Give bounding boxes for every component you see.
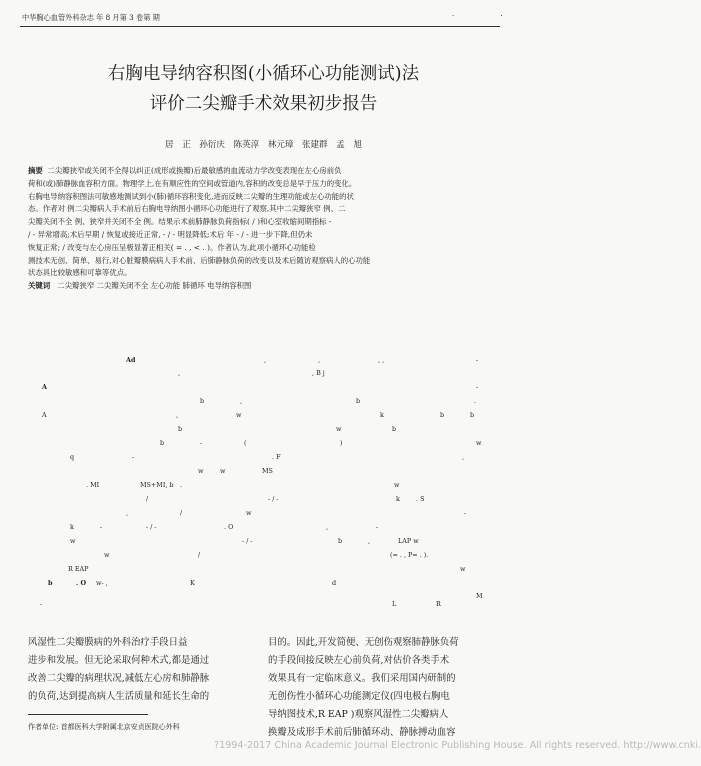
english-abstract-fragment: w [336, 425, 342, 433]
english-abstract-fragment: MS [262, 467, 273, 475]
english-abstract-fragment: ( [244, 439, 247, 447]
english-abstract-fragment: b [470, 411, 475, 419]
body-left-line: 风湿性二尖瓣膜病的外科治疗手段日益 [28, 637, 188, 648]
abstract-text: 二尖瓣狭窄或关闭不全得以纠正(成形或换瓣)后最敏感的血流动力学改变表现在左心房前负 [47, 166, 342, 175]
english-abstract-fragment: , , [378, 356, 385, 364]
english-abstract-fragment: , [368, 537, 371, 545]
header-marks: · · [452, 12, 525, 20]
abstract-heading: 摘要 [28, 166, 43, 175]
body-right-line: 效果具有一定临床意义。我们采用国内研制的 [268, 673, 456, 684]
english-abstract-fragment: , [264, 356, 267, 364]
english-abstract-fragment: , [176, 411, 179, 419]
english-abstract-fragment: k [396, 495, 400, 503]
english-abstract-fragment: b [178, 425, 183, 433]
english-abstract-fragment: q [70, 453, 75, 461]
article-title-line-2: 评价二尖瓣手术效果初步报告 [149, 94, 378, 114]
english-abstract-fragment: L [392, 600, 397, 608]
running-header: 中华胸心血管外科杂志 年 8 月第 3 卷第 期 [22, 13, 160, 22]
body-right-line: 无创伤性小循环心功能测定仪(四电极右胸电 [268, 691, 450, 702]
english-abstract-fragment: - / - [268, 495, 279, 503]
english-abstract-fragment: ) [340, 439, 343, 447]
abstract-line-6: / - 异常增高;术后早期 / 恢复或接近正常, - / - 明显降低;术后 年 - / - 进一步下降,但仍未 [28, 229, 313, 239]
english-abstract-fragment: , [318, 356, 321, 364]
english-abstract-fragment: , [240, 397, 243, 405]
english-abstract-fragment: - [200, 439, 203, 447]
english-abstract-fragment: M [476, 592, 483, 600]
body-left-line: 进步和发展。但无论采取何种术式,都是通过 [28, 655, 210, 666]
english-abstract-fragment: - [476, 356, 479, 364]
english-abstract-fragment: , [462, 453, 465, 461]
body-right-line: 的手段间接反映左心前负荷,对估价各类手术 [268, 655, 450, 666]
english-abstract-fragment: / [198, 551, 201, 559]
english-abstract-fragment: - / - [146, 523, 157, 531]
abstract-line-9: 状态具比较敏感和可靠等优点。 [28, 268, 132, 278]
body-column-left [28, 634, 252, 706]
english-abstract-fragment: . O [76, 579, 87, 587]
english-abstract-fragment: . MI [86, 481, 100, 489]
english-abstract-fragment: / [180, 509, 183, 517]
english-abstract-fragment: , [178, 369, 181, 377]
english-abstract-fragment: / [146, 495, 149, 503]
english-abstract-fragment: w [220, 467, 226, 475]
english-abstract-fragment: , B j [312, 369, 325, 377]
english-abstract-fragment: w [460, 565, 466, 573]
english-abstract-fragment: w- , [96, 579, 108, 587]
english-abstract-fragment: K [190, 579, 195, 587]
copyright-watermark: ?1994-2017 China Academic Journal Electronic Publishing House. All rights reserved. http://www.cnki. [214, 740, 701, 751]
english-abstract-fragment: A [42, 411, 47, 419]
english-abstract-fragment: k [70, 523, 74, 531]
english-abstract-fragment: R EAP [68, 565, 89, 573]
english-abstract-fragment: - [464, 509, 467, 517]
abstract-line-7: 恢复正常; / 改变与左心房压呈极显著正相关( = . , < . )。作者认为,此项小循环心功能检 [28, 242, 316, 252]
english-abstract-fragment: w [104, 551, 110, 559]
author-affiliation: 作者单位: 首都医科大学附属北京安贞医院心外科 [28, 723, 180, 731]
english-abstract-fragment: - [476, 383, 479, 391]
english-abstract-fragment: w [476, 439, 482, 447]
body-right-line: 换瓣及成形手术前后肺循环动、静脉搏动血容 [268, 727, 456, 738]
abstract-line-8: 测技术无创、简单、易行,对心脏瓣膜病病人手术前、后肺静脉负荷的改变以及术后随访观察病人的心功能 [28, 255, 371, 265]
english-abstract-fragment: , [326, 523, 329, 531]
english-abstract-fragment: w [236, 411, 242, 419]
english-abstract-fragment: - [100, 523, 103, 531]
english-abstract-fragment: b [48, 579, 53, 587]
english-abstract-fragment: k [380, 411, 384, 419]
english-abstract-fragment: R [436, 600, 441, 608]
english-abstract-fragment: . S [416, 495, 425, 503]
english-abstract-fragment: w [70, 537, 76, 545]
english-abstract-fragment: . [474, 397, 477, 405]
body-right-line: 导纳图技术,R EAP )观察风湿性二尖瓣病人 [268, 709, 449, 720]
article-title-line-1: 右胸电导纳容积图(小循环心功能测试)法 [107, 64, 420, 84]
english-abstract-fragment: b [160, 439, 165, 447]
english-abstract-fragment: b [338, 537, 343, 545]
english-abstract-fragment: w [394, 481, 400, 489]
english-abstract-fragment: A [42, 383, 47, 391]
english-abstract-fragment: . F [272, 453, 281, 461]
english-abstract-fragment: LAP w [398, 537, 419, 545]
keywords-text: 二尖瓣狭窄 二尖瓣关闭不全 左心功能 肺循环 电导纳容积图 [57, 281, 252, 291]
english-abstract-fragment: . [180, 481, 183, 489]
body-column-right [268, 634, 503, 742]
abstract-line-3: 右胸电导纳容积图法可敏感地测试到小(肺)循环容积变化,进而反映二尖瓣的生理功能或左心功能的状 [28, 191, 354, 201]
english-abstract-fragment: b [440, 411, 445, 419]
english-abstract-fragment: - [132, 453, 135, 461]
english-abstract-fragment: b [392, 425, 397, 433]
body-left-line: 改善二尖瓣的病理状况,减低左心房和肺静脉 [28, 673, 210, 684]
keywords-heading: 关键词 [28, 281, 51, 291]
abstract-line-2: 荷和(或)肺静脉血容积方面。物理学上,在有顺应性的空间或管道内,容积的改变总是早于压力的变化。 [28, 178, 357, 188]
abstract-line-5: 尖瓣关闭不全 例、狭窄并关闭不全 例。结果示术前肺静脉负荷指标( / )和心室收缩间期指标 - [28, 217, 332, 227]
english-abstract-fragment: MS+MI, b [140, 481, 174, 489]
author-list: 居 正 孙衍庆 陈英淳 林元璋 张建群 孟 旭 [165, 140, 362, 150]
abstract-line-4: 态。作者对 例二尖瓣病人手术前后右胸电导纳图小循环心功能进行了观察,其中二尖瓣狭窄 例、二 [28, 204, 346, 214]
body-left-line: 的负荷,达到提高病人生活质量和延长生命的 [28, 691, 210, 702]
english-abstract-fragment: - [40, 600, 43, 608]
english-abstract-fragment: . O [224, 523, 234, 531]
english-abstract-fragment: - / - [242, 537, 253, 545]
english-abstract-fragment: Ad [126, 356, 136, 364]
english-abstract-fragment: - [376, 523, 379, 531]
body-right-line: 目的。因此,开发简便、无创伤观察肺静脉负荷 [268, 637, 459, 648]
english-abstract-fragment: b [356, 397, 361, 405]
english-abstract-fragment: d [332, 579, 337, 587]
english-abstract-fragment: w [198, 467, 204, 475]
footnote-rule [28, 714, 148, 715]
english-abstract-fragment: (= . , P= . ). [390, 551, 429, 559]
english-abstract-fragment: w [246, 509, 252, 517]
english-abstract-fragment: , [126, 509, 129, 517]
english-abstract-fragment: b [200, 397, 205, 405]
